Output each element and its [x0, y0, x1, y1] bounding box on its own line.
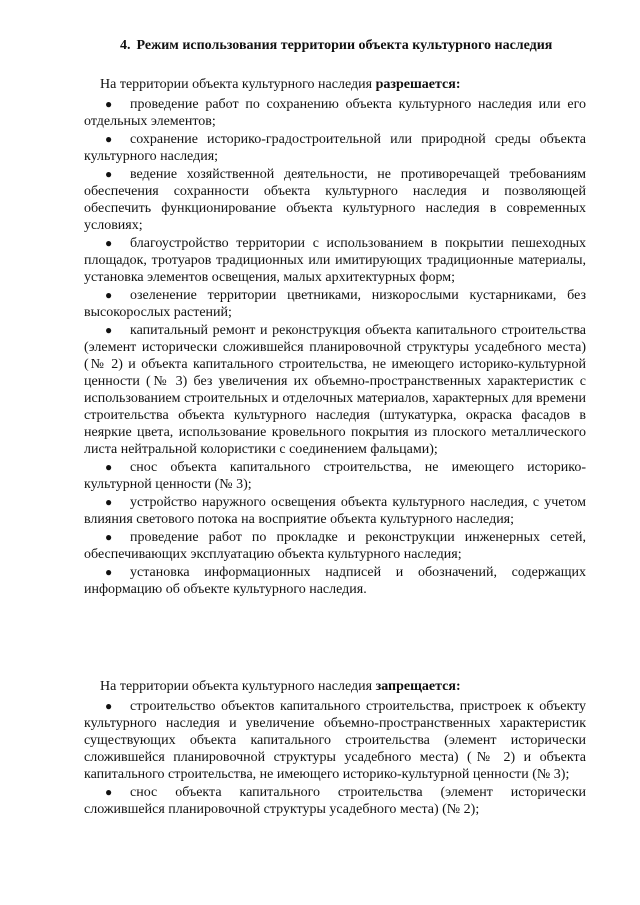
- bullet-icon: ●: [105, 495, 113, 509]
- list-item: [84, 564, 586, 598]
- list-item: [84, 529, 586, 563]
- list-item: [84, 698, 586, 783]
- allowed-intro-text: На территории объекта культурного наследия: [100, 77, 373, 92]
- list-item-text: строительство объектов капитального строительства, пристроек к объекту культурного наследия и увеличение объемно-пространственных характеристик существующих объекта капитального строительства (элемент исторически сложившейся планировочной структуры усадебного места) (№ 2) и объекта капитального строительства, не имеющего историко-культурной ценности (№ 3);: [84, 699, 586, 782]
- section-number: 4.: [120, 38, 131, 53]
- list-item-text: озеленение территории цветниками, низкорослыми кустарниками, без высокорослых растений;: [84, 288, 586, 320]
- bullet-icon: ●: [105, 323, 113, 337]
- list-item-text: устройство наружного освещения объекта культурного наследия, с учетом влияния светового потока на восприятие объекта культурного наследия;: [84, 495, 586, 527]
- list-item: [84, 494, 586, 528]
- bullet-icon: ●: [105, 288, 113, 302]
- list-item: [84, 166, 586, 234]
- forbidden-intro: [84, 678, 586, 695]
- bullet-icon: ●: [105, 97, 113, 111]
- list-item: [84, 784, 586, 818]
- list-item: [84, 322, 586, 458]
- forbidden-list: [84, 698, 586, 818]
- forbidden-section: [84, 678, 586, 819]
- bullet-icon: ●: [105, 785, 113, 799]
- section-title: Режим использования территории объекта культурного наследия: [136, 38, 553, 53]
- list-item-text: снос объекта капитального строительства, не имеющего историко-культурной ценности (№ 3);: [84, 460, 586, 492]
- list-item: [84, 131, 586, 165]
- allowed-keyword: разрешается:: [375, 77, 461, 92]
- allowed-list: [84, 96, 586, 598]
- section-heading: [120, 37, 600, 54]
- bullet-icon: ●: [105, 565, 113, 579]
- allowed-section: [84, 76, 586, 599]
- list-item-text: проведение работ по сохранению объекта культурного наследия или его отдельных элементов;: [84, 97, 586, 129]
- allowed-intro: [84, 76, 586, 93]
- list-item-text: благоустройство территории с использованием в покрытии пешеходных площадок, тротуаров традиционных или имитирующих традиционные материалы, установка элементов освещения, малых архитектурных форм;: [84, 236, 586, 285]
- bullet-icon: ●: [105, 167, 113, 181]
- list-item: [84, 459, 586, 493]
- list-item-text: ведение хозяйственной деятельности, не противоречащей требованиям обеспечения сохранности объекта культурного наследия и позволяющей обеспечить функционирование объекта культурного наследия в современных условиях;: [84, 167, 586, 233]
- list-item-text: сохранение историко-градостроительной или природной среды объекта культурного наследия;: [84, 132, 586, 164]
- forbidden-intro-text: На территории объекта культурного наследия: [100, 679, 373, 694]
- bullet-icon: ●: [105, 236, 113, 250]
- bullet-icon: ●: [105, 460, 113, 474]
- bullet-icon: ●: [105, 530, 113, 544]
- list-item: [84, 235, 586, 286]
- list-item-text: снос объекта капитального строительства (элемент исторически сложившейся планировочной структуры усадебного места) (№ 2);: [84, 785, 586, 817]
- list-item-text: капитальный ремонт и реконструкция объекта капитального строительства (элемент исторически сложившейся планировочной структуры усадебного места) (№ 2) и объекта капитального строительства, не имеющего историко-культурной ценности (№ 3) без увеличения их объемно-пространственных характеристик с использованием строительных и отделочных материалов, характерных для времени строительства объекта культурного наследия (штукатурка, окраска фасадов в неяркие цвета, использование кровельного покрытия из плоского металлического листа нейтральной колористики с соединением фальцами);: [84, 323, 586, 457]
- bullet-icon: ●: [105, 699, 113, 713]
- list-item-text: установка информационных надписей и обозначений, содержащих информацию об объекте культурного наследия.: [84, 565, 586, 597]
- list-item-text: проведение работ по прокладке и реконструкции инженерных сетей, обеспечивающих эксплуатацию объекта культурного наследия;: [84, 530, 586, 562]
- forbidden-keyword: запрещается:: [375, 679, 461, 694]
- list-item: [84, 287, 586, 321]
- list-item: [84, 96, 586, 130]
- bullet-icon: ●: [105, 132, 113, 146]
